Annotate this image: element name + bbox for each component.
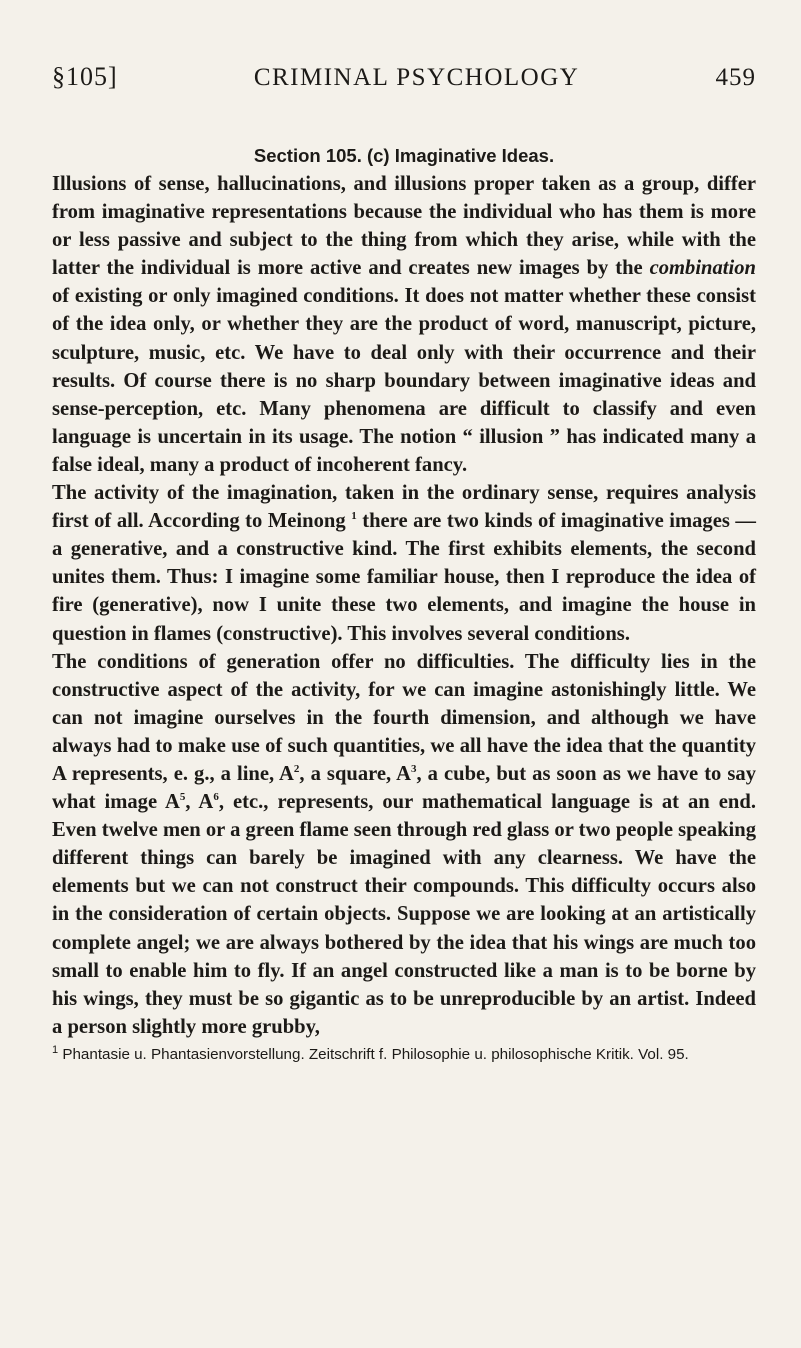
paragraph-3-text-c: , a cube, but as soon as we have to say what image A <box>52 762 756 814</box>
running-title: CRIMINAL PSYCHOLOGY <box>253 64 580 91</box>
superscript-5: 5 <box>179 791 186 804</box>
superscript-2: 2 <box>293 763 300 776</box>
section-heading: Section 105. (c) Imaginative Ideas. <box>253 145 555 166</box>
paragraph-1-text-a: Illusions of sense, hallucinations, and illusions proper taken as a group, differ from imaginative representations because the individual who has them is more or less passive and subject to the thing from which they arise, while with the latter the individual is more active and creates new images by the <box>52 173 756 280</box>
section-number: §105] <box>52 62 118 91</box>
page-number: 459 <box>715 64 756 91</box>
paragraph-3-text-d: , A <box>185 791 214 814</box>
footnote-text: Phantasie u. Phantasienvorstellung. Zeitschrift f. Philosophie u. philosophische Kritik. Vol. 95. <box>58 1045 689 1063</box>
paragraph-2 <box>52 479 756 648</box>
footnote-reference: 1 <box>351 510 357 523</box>
footnote-marker: 1 <box>52 1043 59 1056</box>
paragraph-1 <box>52 170 756 479</box>
book-page <box>52 62 756 1065</box>
running-head <box>52 62 756 98</box>
paragraph-3-text-a: The conditions of generation offer no difficulties. The difficulty lies in the constructive aspect of the activity, for we can imagine astonishingly little. We can not imagine ourselves in the fourth dimension, and although we have always had to make use of such quantities, we all have the idea that the quantity A represents, e. g., a line, A <box>52 650 756 785</box>
superscript-3: 3 <box>410 763 417 776</box>
paragraph-3-text-b: , a square, A <box>299 762 411 785</box>
paragraph-1-text-b: of existing or only imagined conditions. It does not matter whether these consist of the idea only, or whether they are the product of word, manuscript, picture, sculpture, music, etc. We have to deal only with their occurrence and their results. Of course there is no sharp boundary between imaginative ideas and sense-perception, etc. Many phenomena are difficult to classify and even language is uncertain in its usage. The notion “ illusion ” has indicated many a false ideal, many a product of incoherent fancy. <box>52 285 756 476</box>
paragraph-3-text-e: , etc., represents, our mathematical language is at an end. Even twelve men or a green flame seen through red glass or two people speaking different things can barely be imagined with any clearness. We have the elements but we can not construct their compounds. This difficulty occurs also in the consideration of certain objects. Suppose we are looking at an artistically complete angel; we are always bothered by the idea that his wings are much too small to enable him to fly. If an angel constructed like a man is to be borne by his wings, they must be so gigantic as to be unreproducible by an artist. Indeed a person slightly more grubby, <box>52 791 756 1038</box>
emphasis-combination: combination <box>649 257 756 280</box>
paragraph-3 <box>52 648 756 1041</box>
footnote <box>52 1045 756 1065</box>
paragraph-2-text-a: The activity of the imagination, taken in the ordinary sense, requires analysis first of all. According to Meinong <box>52 482 756 533</box>
paragraph-2-text-b: there are two kinds of imaginative images — a generative, and a constructive kind. The first exhibits elements, the second unites them. Thus: I imagine some familiar house, then I reproduce the idea of fire (generative), now I unite these two elements, and imagine the house in question in flames (constructive). This involves several conditions. <box>52 510 756 645</box>
superscript-6: 6 <box>213 791 219 804</box>
